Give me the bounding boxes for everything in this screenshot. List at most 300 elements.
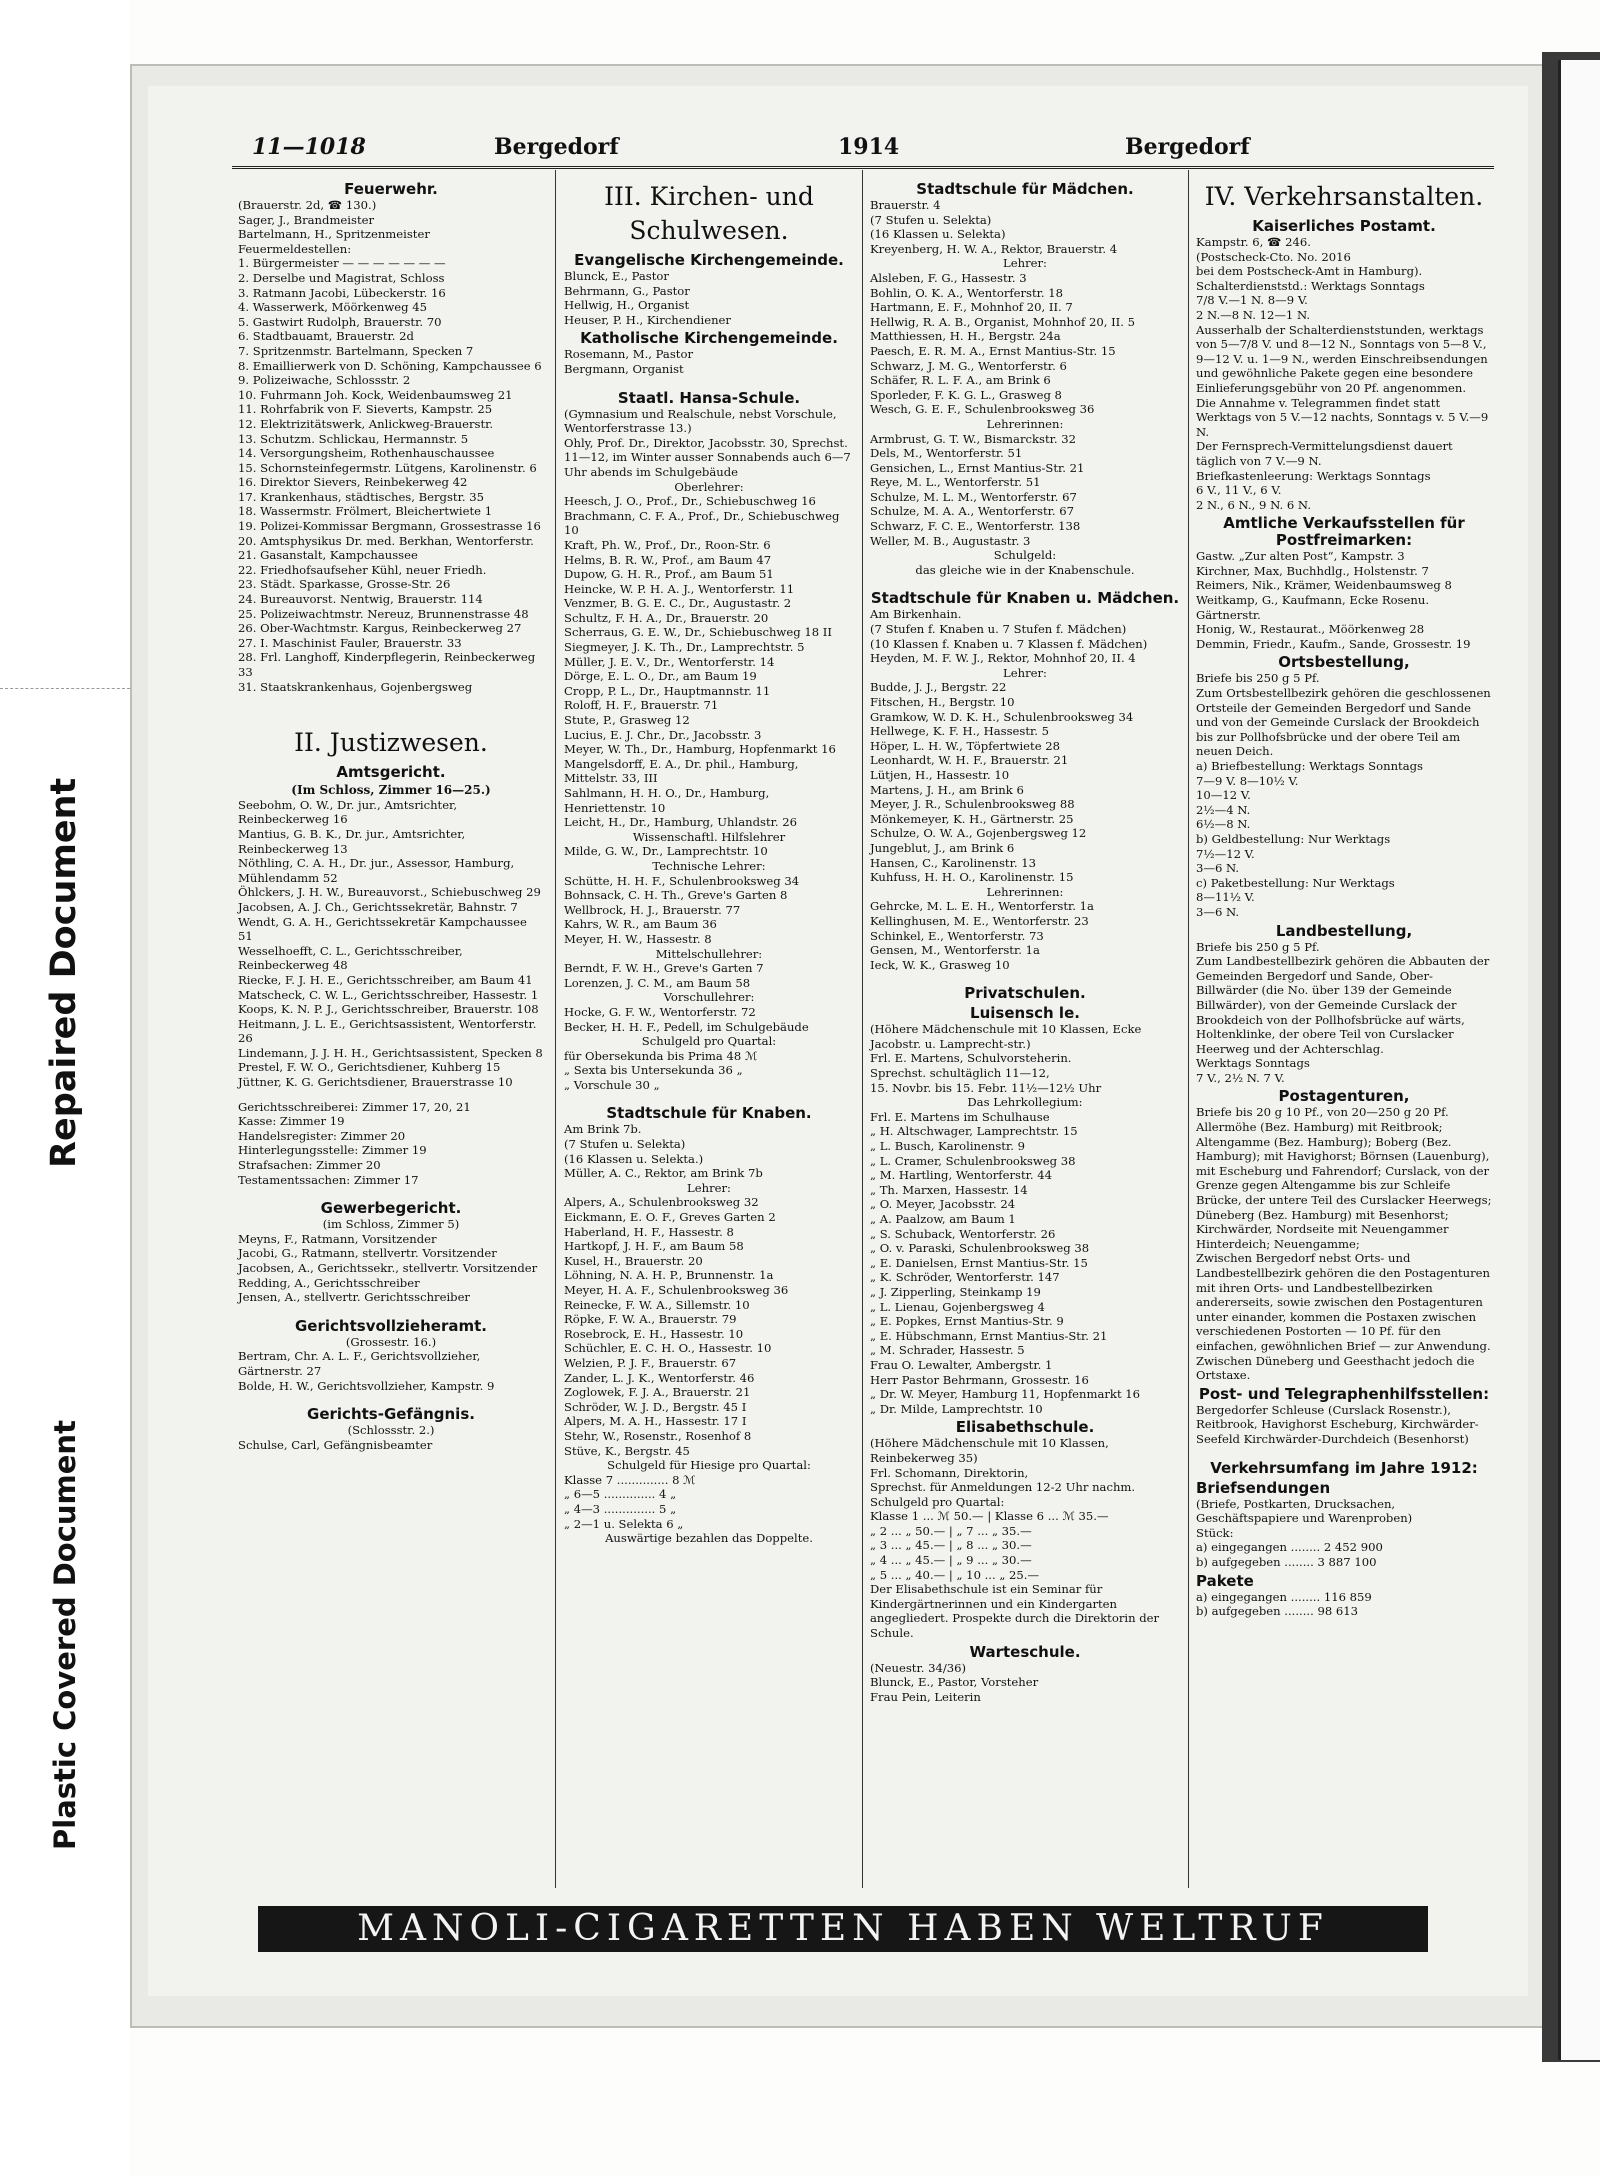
entry-line: Schwarz, F. C. E., Wentorferstr. 138 — [870, 519, 1081, 534]
entry-line: Hansen, C., Karolinenstr. 13 — [870, 855, 1036, 870]
entry-line: Siegmeyer, J. K. Th., Dr., Lamprechtstr. 5 — [564, 640, 805, 655]
entry-line: 17. Krankenhaus, städtisches, Bergstr. 35 — [238, 489, 484, 504]
entry-line: „ L. Busch, Karolinenstr. 9 — [870, 1139, 1025, 1154]
entry-line: „ J. Zipperling, Steinkamp 19 — [870, 1284, 1041, 1299]
entry-line: Briefkastenleerung: Werktags Sonntags — [1196, 468, 1431, 483]
entry-line: Lucius, E. J. Chr., Dr., Jacobsstr. 3 — [564, 727, 762, 742]
entry-line: Zum Landbestellbezirk gehören die Abbauten der Gemeinden Bergedorf und Sande, Ober-Billwärder (die No. über 139 der Gemeinde Billwärder), von der Gemeinde Curslack der Brookdeich von der Pollhofsbrücke auf wärts, Holtenklinke, der obere Teil von Curslacker Heerweg und der Achterschlag. — [1196, 954, 1490, 1056]
entry-line: Werktags Sonntags — [1196, 1056, 1310, 1071]
column-rule-1 — [555, 170, 556, 1888]
kath-kirche-heading: Katholische Kirchengemeinde. — [580, 329, 838, 348]
entry-line: 14. Versorgungsheim, Rothenhauschaussee — [238, 446, 495, 461]
entry-line: Koops, K. N. P. J., Gerichtsschreiber, Brauerstr. 108 — [238, 1002, 539, 1017]
entry-line: Schalterdienststd.: Werktags Sonntags — [1196, 278, 1425, 293]
entry-line: Lorenzen, J. C. M., am Baum 58 — [564, 975, 751, 990]
maed-schulgeld-text: das gleiche wie in der Knabenschule. — [915, 562, 1135, 577]
column-schulen — [870, 178, 1180, 1704]
elisabethschule-fees — [870, 1509, 1180, 1582]
entry-line: Frau Pein, Leiterin — [870, 1689, 981, 1704]
verkehrsumfang-heading: Verkehrsumfang im Jahre 1912: — [1210, 1458, 1478, 1477]
entry-line: Mantius, G. B. K., Dr. jur., Amtsrichter, Reinbeckerweg 13 — [238, 826, 466, 856]
entry-line: Mangelsdorff, E. A., Dr. phil., Hamburg, Mittelstr. 33, III — [564, 756, 799, 786]
entry-line: 4. Wasserwerk, Möörkenweg 45 — [238, 300, 427, 315]
entry-line: b) aufgegeben ........ 98 613 — [1196, 1604, 1359, 1619]
amtsgericht-heading: Amtsgericht. — [336, 763, 446, 782]
column-kirchen-schulwesen — [564, 178, 854, 1546]
entry-line: Alsleben, F. G., Hassestr. 3 — [870, 270, 1027, 285]
entry-line: 15. Novbr. bis 15. Febr. 11½—12½ Uhr — [870, 1080, 1102, 1095]
entry-line: Zoglowek, F. J. A., Brauerstr. 21 — [564, 1385, 751, 1400]
entry-line: Lindemann, J. J. H. H., Gerichtsassistent, Specken 8 — [238, 1045, 543, 1060]
entry-line: Sahlmann, H. H. O., Dr., Hamburg, Henriettenstr. 10 — [564, 786, 770, 815]
gefaengnis-heading: Gerichts-Gefängnis. — [307, 1405, 475, 1424]
entry-line: „ Sexta bis Untersekunda 36 „ — [564, 1063, 743, 1078]
entry-line: „ Th. Marxen, Hassestr. 14 — [870, 1182, 1028, 1197]
gewerbegericht-list — [238, 1232, 544, 1305]
entry-line: Hocke, G. F. W., Wentorferstr. 72 — [564, 1004, 756, 1019]
entry-line: Seebohm, O. W., Dr. jur., Amtsrichter, Reinbeckerweg 16 — [238, 797, 458, 827]
entry-line: „ Dr. W. Meyer, Hamburg 11, Hopfenmarkt 16 — [870, 1387, 1141, 1402]
entry-line: Heyden, M. F. W. J., Rektor, Mohnhof 20, II. 4 — [870, 651, 1136, 666]
header-year: 1914 — [838, 134, 900, 160]
entry-line: Bohlin, O. K. A., Wentorferstr. 18 — [870, 285, 1064, 300]
entry-line: Wellbrock, H. J., Brauerstr. 77 — [564, 902, 741, 917]
hansa-schule-heading: Staatl. Hansa-Schule. — [617, 388, 801, 407]
kollegium-label: Das Lehrkollegium: — [967, 1095, 1083, 1110]
entry-line: Kellinghusen, M. E., Wentorferstr. 23 — [870, 913, 1089, 928]
entry-line: 3. Ratmann Jacobi, Lübeckerstr. 16 — [238, 285, 446, 300]
ev-kirche-list — [564, 269, 854, 327]
entry-line: Venzmer, B. G. E. C., Dr., Augustastr. 2 — [564, 596, 792, 611]
entry-line: Alpers, M. A. H., Hassestr. 17 I — [564, 1414, 747, 1429]
feuerwehr-heading: Feuerwehr. — [344, 180, 438, 198]
entry-line: 28. Frl. Langhoff, Kinderpflegerin, Reinbeckerweg 33 — [238, 650, 536, 679]
kirchen-schul-heading: III. Kirchen- und Schulwesen. — [604, 182, 814, 245]
ortsbestellung-heading: Ortsbestellung, — [1278, 653, 1410, 672]
column-rule-3 — [1188, 170, 1189, 1888]
entry-line: (Briefe, Postkarten, Drucksachen, Geschäftspapiere und Warenproben) — [1196, 1496, 1413, 1526]
briefsendungen-heading: Briefsendungen — [1196, 1478, 1331, 1497]
entry-line: 1. Bürgermeister — — — — — — — — [238, 256, 446, 271]
entry-line: Schwarz, J. M. G., Wentorferstr. 6 — [870, 358, 1067, 373]
entry-line: Budde, J. J., Bergstr. 22 — [870, 680, 1007, 695]
entry-line: 26. Ober-Wachtmstr. Kargus, Reinbeckerweg 27 — [238, 621, 522, 636]
oberlehrer-list — [564, 494, 854, 830]
entry-line: a) eingegangen ........ 116 859 — [1196, 1589, 1372, 1604]
entry-line: 23. Städt. Sparkasse, Grosse-Str. 26 — [238, 577, 451, 592]
entry-line: 7. Spritzenmstr. Bartelmann, Specken 7 — [238, 343, 474, 358]
entry-line: a) eingegangen ........ 2 452 900 — [1196, 1540, 1383, 1555]
entry-line: b) aufgegeben ........ 3 887 100 — [1196, 1554, 1377, 1569]
entry-line: Gastw. „Zur alten Post“, Kampstr. 3 — [1196, 549, 1405, 564]
entry-line: (7 Stufen u. Selekta) — [870, 212, 992, 227]
ortsbestellung-list — [1196, 671, 1492, 919]
entry-line: Prestel, F. W. O., Gerichtsdiener, Kuhberg 15 — [238, 1060, 501, 1075]
entry-line: 6½—8 N. — [1196, 817, 1251, 832]
entry-line: Schüchler, E. C. H. O., Hassestr. 10 — [564, 1341, 772, 1356]
warteschule-heading: Warteschule. — [969, 1642, 1081, 1661]
entry-line: Hartkopf, J. H. F., am Baum 58 — [564, 1239, 744, 1254]
postamt-list — [1196, 235, 1492, 512]
entry-line: 7 V., 2½ N. 7 V. — [1196, 1070, 1285, 1085]
entry-line: Reye, M. L., Wentorferstr. 51 — [870, 475, 1041, 490]
entry-line: Schulze, M. A. A., Wentorferstr. 67 — [870, 504, 1075, 519]
entry-line: Wendt, G. A. H., Gerichtssekretär Kampchaussee 51 — [238, 914, 527, 944]
verkaufsstellen-heading: Amtliche Verkaufsstellen für Postfreimarken: — [1223, 514, 1465, 550]
entry-line: Blunck, E., Pastor — [564, 269, 669, 283]
entry-line: Herr Pastor Behrmann, Grossestr. 16 — [870, 1372, 1089, 1387]
auswaertige-note: Auswärtige bezahlen das Doppelte. — [605, 1531, 813, 1546]
entry-line: Der Fernsprech-Vermittelungsdienst dauert täglich von 7 V.—9 N. — [1196, 439, 1453, 468]
pakete-heading: Pakete — [1196, 1571, 1254, 1590]
entry-line: Gensichen, L., Ernst Mantius-Str. 21 — [870, 460, 1085, 475]
entry-line: Löhning, N. A. H. P., Brunnenstr. 1a — [564, 1268, 774, 1283]
entry-line: Bergmann, Organist — [564, 361, 684, 376]
knabenschule-list — [564, 1122, 854, 1180]
entry-line: Gehrcke, M. L. E. H., Wentorferstr. 1a — [870, 899, 1094, 914]
entry-line: Sprechst. für Anmeldungen 12-2 Uhr nachm. — [870, 1480, 1136, 1495]
entry-line: „ 4—3 .............. 5 „ — [564, 1501, 677, 1516]
entry-line: Jensen, A., stellvertr. Gerichtsschreiber — [238, 1290, 470, 1305]
entry-line: „ 3 ... „ 45.— | „ 8 ... „ 30.— — [870, 1538, 1032, 1553]
entry-line: „ E. Danielsen, Ernst Mantius-Str. 15 — [870, 1255, 1088, 1270]
hiesige-list — [564, 1473, 854, 1531]
entry-line: „ Vorschule 30 „ — [564, 1077, 660, 1092]
entry-line: (Höhere Mädchenschule mit 10 Klassen, Reinbekerweg 35) — [870, 1436, 1109, 1465]
entry-line: 13. Schutzm. Schlickau, Hermannstr. 5 — [238, 431, 469, 446]
entry-line: Schinkel, E., Wentorferstr. 73 — [870, 928, 1044, 943]
entry-line: Bergedorfer Schleuse (Curslack Rosenstr.), Reitbrook, Havighorst Escheburg, Kirchwärder-Seefeld Kirchwärder-Durchdeich (Besenhorst) — [1196, 1402, 1479, 1446]
gewerbegericht-sub: (im Schloss, Zimmer 5) — [322, 1217, 460, 1232]
postamt-heading: Kaiserliches Postamt. — [1252, 217, 1436, 235]
entry-line: Zwischen Bergedorf nebst Orts- und Landbestellbezirk gehören die den Postagenturen mit ihren Orts- und Landbestellbezirken andererseits, sowie zwischen den Postagenturen unter einander, kommen die Postaxen zwischen verschiedenen Postorten — 10 Pf. für den einfachen, gewöhnlichen Brief — zur Anwendung. Zwischen Düneberg und Geesthacht jedoch die Ortstaxe. — [1196, 1251, 1491, 1383]
entry-line: (16 Klassen u. Selekta.) — [564, 1151, 704, 1166]
entry-line: „ L. Lienau, Gojenbergsweg 4 — [870, 1299, 1045, 1314]
maed-lehrerinnen-label: Lehrerinnen: — [986, 416, 1064, 431]
entry-line: 8. Emaillierwerk von D. Schöning, Kampchaussee 6 — [238, 358, 542, 373]
entry-line: 24. Bureauvorst. Nentwig, Brauerstr. 114 — [238, 592, 483, 607]
entry-line: Dörge, E. L. O., Dr., am Baum 19 — [564, 669, 757, 684]
entry-line: Lütjen, H., Hassestr. 10 — [870, 767, 1010, 782]
entry-line: Meyer, J. R., Schulenbrooksweg 88 — [870, 797, 1075, 812]
entry-line: Sager, J., Brandmeister — [238, 212, 375, 227]
entry-line: Schultz, F. H. A., Dr., Brauerstr. 20 — [564, 610, 769, 625]
entry-line: (7 Stufen u. Selekta) — [564, 1137, 686, 1152]
entry-line: Rosebrock, E. H., Hassestr. 10 — [564, 1326, 744, 1341]
entry-line: Eickmann, E. O. F., Greves Garten 2 — [564, 1210, 776, 1225]
entry-line: Ausserhalb der Schalterdienststunden, werktags von 5—7/8 V. und 8—12 N., Sonntags von 5—8 V., 9—12 V. u. 1—9 N., werden Einschreibsendungen und gewöhnliche Pakete gegen eine besondere Einlieferungsgebühr von 20 Pf. angenommen. — [1196, 322, 1488, 395]
entry-line: 5. Gastwirt Rudolph, Brauerstr. 70 — [238, 314, 442, 329]
entry-line: 3—6 N. — [1196, 861, 1240, 876]
entry-line: Höper, L. H. W., Töpfertwiete 28 — [870, 738, 1060, 753]
repaired-document-label: Repaired Document — [44, 777, 84, 1168]
feuerwehr-lines — [238, 198, 544, 256]
entry-line: 9. Polizeiwache, Schlossstr. 2 — [238, 373, 411, 388]
entry-line: Gerichtsschreiberei: Zimmer 17, 20, 21 — [238, 1099, 471, 1114]
entry-line: Matthiessen, H. H., Bergstr. 24a — [870, 329, 1061, 344]
entry-line: Gensen, M., Wentorferstr. 1a — [870, 943, 1040, 958]
entry-line: Dels, M., Wentorferstr. 51 — [870, 446, 1023, 461]
entry-line: Frl. Schomann, Direktorin, — [870, 1465, 1029, 1480]
postagenturen-heading: Postagenturen, — [1278, 1087, 1410, 1106]
entry-line: Kraft, Ph. W., Prof., Dr., Roon-Str. 6 — [564, 537, 771, 552]
entry-line: Zander, L. J. K., Wentorferstr. 46 — [564, 1370, 755, 1385]
entry-line: Müller, J. E. V., Dr., Wentorferstr. 14 — [564, 654, 775, 669]
entry-line: Röpke, F. W. A., Brauerstr. 79 — [564, 1312, 737, 1327]
entry-line: Bolde, H. W., Gerichtsvollzieher, Kampstr. 9 — [238, 1378, 495, 1393]
scan-edge-line — [0, 688, 130, 689]
entry-line: Nöthling, C. A. H., Dr. jur., Assessor, Hamburg, Mühlendamm 52 — [238, 856, 515, 885]
entry-line: Klasse 1 ... ℳ 50.— | Klasse 6 ... ℳ 35.— — [870, 1509, 1109, 1524]
landbestellung-heading: Landbestellung, — [1275, 921, 1413, 940]
entry-line: Schulgeld pro Quartal: — [870, 1494, 1005, 1509]
entry-line: „ E. Popkes, Ernst Mantius-Str. 9 — [870, 1314, 1064, 1329]
amtsgericht-sub: (Im Schloss, Zimmer 16—25.) — [291, 783, 491, 798]
entry-line: Martens, J. H., am Brink 6 — [870, 782, 1024, 797]
hiesige-label: Schulgeld für Hiesige pro Quartal: — [607, 1458, 811, 1473]
kollegium-list — [870, 1110, 1180, 1416]
entry-line: Bohnsack, C. H. Th., Greve's Garten 8 — [564, 888, 788, 903]
entry-line: Gramkow, W. D. K. H., Schulenbrooksweg 34 — [870, 709, 1134, 724]
entry-line: „ L. Cramer, Schulenbrooksweg 38 — [870, 1153, 1076, 1168]
page-header — [232, 132, 1494, 169]
entry-line: Meyns, F., Ratmann, Vorsitzender — [238, 1231, 437, 1246]
entry-line: Milde, G. W., Dr., Lamprechtstr. 10 — [564, 844, 768, 859]
maed-lehrer-list — [870, 271, 1180, 417]
column-verkehrsanstalten — [1196, 178, 1492, 1619]
gefaengnis-sub: (Schlossstr. 2.) — [347, 1423, 435, 1438]
entry-line: Riecke, F. J. H. E., Gerichtsschreiber, am Baum 41 — [238, 972, 533, 987]
pedell-line: Becker, H. H. F., Pedell, im Schulgebäude — [564, 1019, 809, 1034]
verkaufsstellen-list — [1196, 549, 1492, 651]
entry-line: Heitmann, J. L. E., Gerichtsassistent, Wentorferstr. 26 — [238, 1016, 537, 1046]
knabenschule-heading: Stadtschule für Knaben. — [606, 1104, 812, 1123]
entry-line: Kuhfuss, H. H. O., Karolinenstr. 15 — [870, 870, 1074, 885]
entry-line: Hinterlegungsstelle: Zimmer 19 — [238, 1143, 427, 1158]
entry-line: Handelsregister: Zimmer 20 — [238, 1128, 406, 1143]
header-town-left: Bergedorf — [494, 134, 619, 160]
entry-line: 31. Staatskrankenhaus, Gojenbergsweg — [238, 679, 473, 694]
entry-line: Am Brink 7b. — [564, 1122, 642, 1137]
maedchenschule-list — [870, 198, 1180, 256]
knaben-lehrer-label: Lehrer: — [687, 1180, 731, 1195]
tech-lehrer-label: Technische Lehrer: — [652, 858, 766, 873]
entry-line: Sprechst. schultäglich 11—12, — [870, 1066, 1050, 1081]
entry-line: Weller, M. B., Augustastr. 3 — [870, 533, 1031, 548]
entry-line: 6. Stadtbauamt, Brauerstr. 2d — [238, 329, 414, 344]
gefaengnis-list — [238, 1438, 544, 1453]
entry-line: Reinecke, F. W. A., Sillemstr. 10 — [564, 1297, 750, 1312]
entry-line: Frl. E. Martens, Schulvorsteherin. — [870, 1051, 1072, 1066]
hilfsstellen-heading: Post- und Telegraphenhilfsstellen: — [1198, 1384, 1490, 1403]
entry-line: Öhlckers, J. H. W., Bureauvorst., Schiebuschweg 29 — [238, 885, 541, 900]
entry-line: (7 Stufen f. Knaben u. 7 Stufen f. Mädchen) — [870, 622, 1127, 637]
entry-line: „ 2 ... „ 50.— | „ 7 ... „ 35.— — [870, 1523, 1032, 1538]
entry-line: (Gymnasium und Realschule, nebst Vorschule, Wentorferstrasse 13.) — [564, 406, 837, 436]
entry-line: Zum Ortsbestellbezirk gehören die geschlossenen Ortsteile der Gemeinden Bergedorf und Sande und von der Gemeinde Curslack der Brookdeich bis zur Pollhofsbrücke und der obere Teil am neuen Deich. — [1196, 686, 1491, 759]
wiss-hilfslehrer-list — [564, 844, 854, 859]
maed-schulgeld-label: Schulgeld: — [993, 548, 1057, 563]
entry-line: Schröder, W. J. D., Bergstr. 45 I — [564, 1399, 747, 1414]
entry-line: Roloff, H. F., Brauerstr. 71 — [564, 698, 719, 713]
entry-line: (Höhere Mädchenschule mit 10 Klassen, Ecke Jacobstr. u. Lamprecht-str.) — [870, 1022, 1142, 1051]
entry-line: Heesch, J. O., Prof., Dr., Schiebuschweg 16 — [564, 494, 816, 509]
hilfsstellen-list — [1196, 1403, 1492, 1447]
maed-lehrerinnen-list — [870, 432, 1180, 549]
wiss-hilfslehrer-label: Wissenschaftl. Hilfslehrer — [632, 829, 786, 844]
oberlehrer-label: Oberlehrer: — [674, 479, 744, 494]
entry-line: Kreyenberg, H. W. A., Rektor, Brauerstr. 4 — [870, 241, 1118, 256]
briefsendungen-list — [1196, 1497, 1492, 1570]
entry-line: Berndt, F. W. H., Greve's Garten 7 — [564, 961, 764, 976]
entry-line: „ E. Hübschmann, Ernst Mantius-Str. 21 — [870, 1328, 1108, 1343]
entry-line: Jüttner, K. G. Gerichtsdiener, Brauerstrasse 10 — [238, 1075, 513, 1090]
entry-line: 25. Polizeiwachtmstr. Nereuz, Brunnenstrasse 48 — [238, 606, 529, 621]
entry-line: „ 2—1 u. Selekta 6 „ — [564, 1516, 684, 1531]
entry-line: Brachmann, C. F. A., Prof., Dr., Schiebuschweg 10 — [564, 508, 840, 538]
entry-line: „ 5 ... „ 40.— | „ 10 ... „ 25.— — [870, 1567, 1040, 1582]
entry-line: Wesselhoefft, C. L., Gerichtsschreiber, Reinbeckerweg 48 — [238, 943, 463, 973]
entry-line: bei dem Postscheck-Amt in Hamburg). — [1196, 264, 1423, 279]
entry-line: Schütte, H. H. F., Schulenbrooksweg 34 — [564, 873, 800, 888]
entry-line: Frl. E. Martens im Schulhause — [870, 1109, 1050, 1124]
entry-line: (Neuestr. 34/36) — [870, 1660, 967, 1675]
entry-line: Kusel, H., Brauerstr. 20 — [564, 1253, 703, 1268]
knaben-maedchen-list — [870, 607, 1180, 665]
column-rule-2 — [862, 170, 863, 1888]
schulgeld-list — [564, 1049, 854, 1093]
entry-line: Helms, B. R. W., Prof., am Baum 47 — [564, 552, 772, 567]
gewerbegericht-heading: Gewerbegericht. — [320, 1199, 462, 1218]
entry-line: Reimers, Nik., Krämer, Weidenbaumsweg 8 — [1196, 578, 1452, 593]
postagenturen-list — [1196, 1105, 1492, 1382]
entry-line: Kahrs, W. R., am Baum 36 — [564, 917, 717, 932]
page-number: 11—1018 — [252, 134, 366, 160]
entry-line: 16. Direktor Sievers, Reinbekerweg 42 — [238, 475, 468, 490]
entry-line: Kampstr. 6, ☎ 246. — [1196, 235, 1311, 249]
entry-line: 6 V., 11 V., 6 V. — [1196, 483, 1282, 498]
entry-line: 27. I. Maschinist Fauler, Brauerstr. 33 — [238, 635, 462, 650]
entry-line: Stüve, K., Bergstr. 45 — [564, 1443, 690, 1458]
entry-line: Bartelmann, H., Spritzenmeister — [238, 227, 430, 242]
entry-line: Allermöhe (Bez. Hamburg) mit Reitbrook; Altengamme (Bez. Hamburg); Boberg (Bez. Hamburg); mit Havighorst; Börnsen (Lauenburg), mit Escheburg und Fahrendorf; Curslack, von der Grenze gegen Altengamme bis zur Schleife Brücke, der untere Teil des Curslacker Heerwegs; Düneberg (Bez. Hamburg) mit Besenhorst; Kirchwärder, Nordseite mit Neuengammer Hinterdeich; Neuengamme; — [1196, 1120, 1492, 1251]
entry-line: „ O. v. Paraski, Schulenbrooksweg 38 — [870, 1241, 1090, 1256]
entry-line: Hellwege, K. F. H., Hassestr. 5 — [870, 724, 1050, 739]
justiz-heading: II. Justizwesen. — [294, 728, 488, 758]
amtsgericht-list — [238, 798, 544, 1090]
landbestellung-list — [1196, 940, 1492, 1086]
entry-line: Briefe bis 250 g 5 Pf. — [1196, 671, 1320, 686]
entry-line: Briefe bis 20 g 10 Pf., von 20—250 g 20 Pf. — [1196, 1105, 1449, 1120]
entry-line: Schulze, M. L. M., Wentorferstr. 67 — [870, 489, 1077, 504]
entry-line: Behrmann, G., Pastor — [564, 283, 690, 298]
amtsgericht-rooms — [238, 1100, 544, 1188]
schulgeld-label: Schulgeld pro Quartal: — [641, 1034, 777, 1049]
entry-line: Leicht, H., Dr., Hamburg, Uhlandstr. 26 — [564, 815, 798, 830]
next-page-edge — [1558, 60, 1600, 2060]
entry-line: „ 6—5 .............. 4 „ — [564, 1487, 677, 1502]
entry-line: Haberland, H. F., Hassestr. 8 — [564, 1224, 734, 1239]
entry-line: 21. Gasanstalt, Kampchaussee — [238, 548, 418, 563]
entry-line: Meyer, H. W., Hassestr. 8 — [564, 931, 712, 946]
entry-line: „ K. Schröder, Wentorferstr. 147 — [870, 1270, 1060, 1285]
entry-line: „ A. Paalzow, am Baum 1 — [870, 1212, 1016, 1226]
entry-line: „ 4 ... „ 45.— | „ 9 ... „ 30.— — [870, 1553, 1032, 1568]
entry-line: c) Paketbestellung: Nur Werktags — [1196, 875, 1395, 890]
entry-line: Jacobsen, A. J. Ch., Gerichtssekretär, Bahnstr. 7 — [238, 899, 518, 914]
entry-line: Bertram, Chr. A. L. F., Gerichtsvollzieher, Gärtnerstr. 27 — [238, 1349, 481, 1378]
column-feuerwehr-justiz — [238, 178, 544, 1452]
entry-line: Kasse: Zimmer 19 — [238, 1114, 345, 1129]
entry-line: 12. Elektrizitätswerk, Anlickweg-Brauerstr. — [238, 416, 494, 431]
vorschullehrer-list — [564, 1005, 854, 1020]
entry-line: „ H. Altschwager, Lamprechtstr. 15 — [870, 1124, 1078, 1139]
pakete-list — [1196, 1590, 1492, 1619]
entry-line: 7/8 V.—1 N. 8—9 V. — [1196, 293, 1308, 308]
entry-line: 18. Wassermstr. Frölmert, Bleichertwiete 1 — [238, 504, 493, 519]
km-lehrer-list — [870, 680, 1180, 884]
entry-line: Matscheck, C. W. L., Gerichtsschreiber, Hassestr. 1 — [238, 987, 539, 1002]
entry-line: Fitschen, H., Bergstr. 10 — [870, 695, 1015, 709]
entry-line: Briefe bis 250 g 5 Pf. — [1196, 939, 1320, 954]
entry-line: 2 N., 6 N., 9 N. 6 N. — [1196, 497, 1312, 512]
entry-line: Feuermeldestellen: — [238, 241, 352, 256]
plastic-covered-label: Plastic Covered Document — [48, 1420, 82, 1850]
verkehrsanstalten-heading: IV. Verkehrsanstalten. — [1204, 182, 1484, 211]
entry-line: 7½—12 V. — [1196, 846, 1255, 861]
entry-line: Armbrust, G. T. W., Bismarckstr. 32 — [870, 431, 1077, 446]
entry-line: Klasse 7 .............. 8 ℳ — [564, 1472, 696, 1487]
knaben-maedchen-heading: Stadtschule für Knaben u. Mädchen. — [870, 589, 1180, 608]
entry-line: 7—9 V. 8—10½ V. — [1196, 773, 1299, 788]
entry-line: Frau O. Lewalter, Ambergstr. 1 — [870, 1357, 1053, 1372]
vollzieheramt-heading: Gerichtsvollzieheramt. — [295, 1316, 487, 1335]
entry-line: Hellwig, R. A. B., Organist, Mohnhof 20, II. 5 — [870, 314, 1136, 329]
entry-line: (16 Klassen u. Selekta) — [870, 227, 1006, 242]
entry-line: 20. Amtsphysikus Dr. med. Berkhan, Wentorferstr. — [238, 533, 534, 548]
entry-line: Sporleder, F. K. G. L., Grasweg 8 — [870, 387, 1062, 402]
ev-kirche-heading: Evangelische Kirchengemeinde. — [574, 251, 844, 269]
entry-line: Redding, A., Gerichtsschreiber — [238, 1275, 420, 1290]
vorschullehrer-label: Vorschullehrer: — [663, 990, 755, 1005]
entry-line: Dupow, G. H. R., Prof., am Baum 51 — [564, 567, 774, 582]
maedchenschule-heading: Stadtschule für Mädchen. — [916, 180, 1134, 198]
entry-line: (Postscheck-Cto. No. 2016 — [1196, 249, 1351, 264]
entry-line: Mönkemeyer, K. H., Gärtnerstr. 25 — [870, 811, 1074, 826]
entry-line: Stehr, W., Rosenstr., Rosenhof 8 — [564, 1428, 752, 1443]
privatschulen-heading: Privatschulen. — [964, 984, 1086, 1003]
entry-line: Stute, P., Grasweg 12 — [564, 713, 690, 728]
entry-line: 19. Polizei-Kommissar Bergmann, Grossestrasse 16 — [238, 519, 541, 534]
kath-kirche-list — [564, 347, 854, 376]
entry-line: 15. Schornsteinfegermstr. Lütgens, Karolinenstr. 6 — [238, 460, 537, 475]
entry-line: Jacobi, G., Ratmann, stellvertr. Vorsitzender — [238, 1246, 497, 1261]
entry-line: Demmin, Friedr., Kaufm., Sande, Grossestr. 19 — [1196, 636, 1471, 651]
entry-line: (Brauerstr. 2d, ☎ 130.) — [238, 198, 377, 212]
entry-line: Rosemann, M., Pastor — [564, 347, 693, 362]
entry-line: 10—12 V. — [1196, 788, 1251, 803]
km-lehrer-label: Lehrer: — [1003, 665, 1047, 680]
entry-line: „ M. Hartling, Wentorferstr. 44 — [870, 1168, 1053, 1183]
entry-line: Leonhardt, W. H. F., Brauerstr. 21 — [870, 753, 1069, 768]
warteschule-list — [870, 1661, 1180, 1705]
entry-line: Strafsachen: Zimmer 20 — [238, 1158, 381, 1173]
entry-line: Scherraus, G. E. W., Dr., Schiebuschweg 18 II — [564, 625, 832, 640]
entry-line: Paesch, E. R. M. A., Ernst Mantius-Str. 15 — [870, 343, 1116, 358]
entry-line: Die Annahme v. Telegrammen findet statt Werktags von 5 V.—12 nachts, Sonntags v. 5 V.—9 N. — [1196, 395, 1489, 439]
entry-line: 3—6 N. — [1196, 904, 1240, 919]
entry-line: Stück: — [1196, 1525, 1234, 1540]
